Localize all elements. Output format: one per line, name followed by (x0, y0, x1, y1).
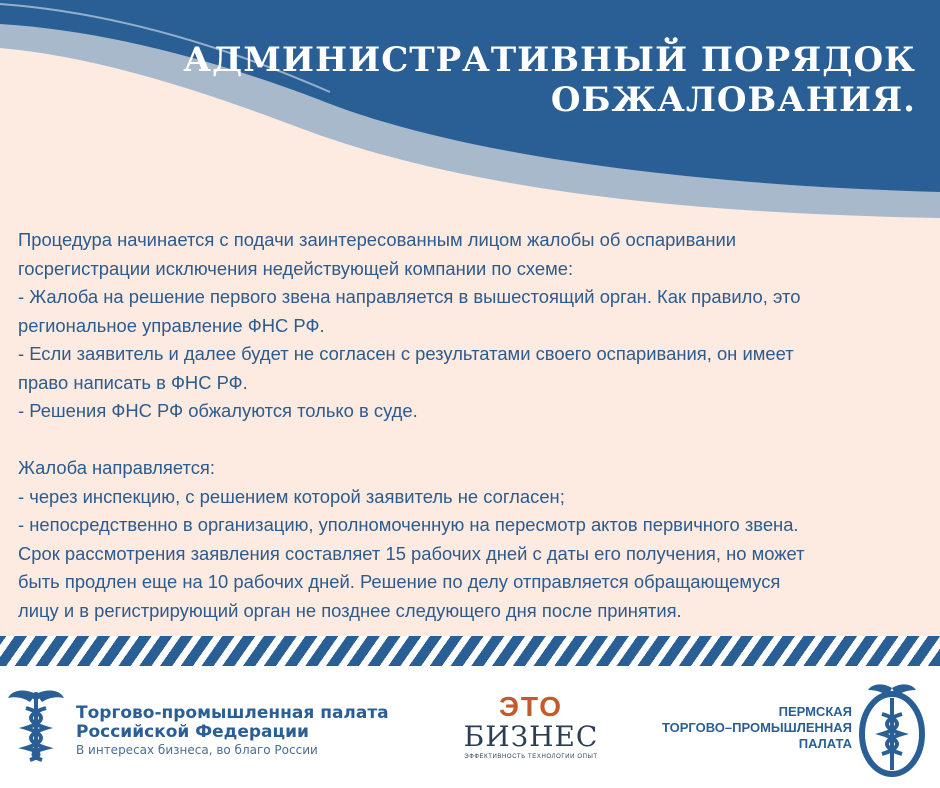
footer-logos (0, 666, 940, 788)
eto-biznes-tagline: ЭФФЕКТИВНОСТЬ ТЕХНОЛОГИИ ОПЫТ (464, 754, 598, 760)
body-line: региональное управление ФНС РФ. (18, 314, 325, 336)
perm-tpp-line-2: ТОРГОВО–ПРОМЫШЛЕННАЯ (662, 720, 852, 735)
tpp-rf-name-line-1: Торгово-промышленная палата (76, 703, 389, 723)
body-line: право написать в ФНС РФ. (18, 371, 248, 393)
tpp-rf-name-line-2: Российской Федерации (76, 722, 309, 742)
eto-word: ЭТО (498, 691, 564, 722)
perm-tpp-line-1: ПЕРМСКАЯ (778, 704, 852, 719)
tpp-rf-logo (6, 684, 406, 764)
biznes-word: БИЗНЕС (463, 720, 599, 753)
body-line: - Жалоба на решение первого звена направляется в вышестоящий орган. Как правило, это (18, 286, 801, 307)
page-title (183, 40, 916, 120)
body-line: - Если заявитель и далее будет не согласен с результатами своего оспаривания, он имеет (18, 343, 794, 364)
body-line: - через инспекцию, с решением которой заявитель не согласен; (18, 485, 565, 507)
body-line: Жалоба направляется: (18, 457, 215, 478)
body-line: - Решения ФНС РФ обжалуются только в суде. (18, 400, 418, 421)
body-text (18, 226, 936, 625)
eto-biznes-logo (461, 692, 601, 772)
tpp-rf-slogan: В интересах бизнеса, во благо России (76, 743, 318, 757)
perm-emblem-icon (856, 680, 928, 780)
caduceus-icon (6, 684, 66, 764)
perm-tpp-logo (628, 680, 934, 780)
perm-tpp-line-3: ПАЛАТА (798, 736, 852, 751)
body-line: Срок рассмотрения заявления составляет 15 рабочих дней с даты его получения, но может (18, 542, 805, 564)
title-line-1: АДМИНИСТРАТИВНЫЙ ПОРЯДОК (183, 40, 916, 80)
body-line: Процедура начинается с подачи заинтересованным лицом жалобы об оспаривании (18, 229, 737, 250)
body-line: - непосредственно в организацию, уполномоченную на пересмотр актов первичного звена. (18, 514, 799, 535)
body-line: быть продлен еще на 10 рабочих дней. Решение по делу отправляется обращающемуся (18, 571, 781, 592)
body-line: госрегистрации исключения недействующей компании по схеме: (18, 257, 574, 279)
stripe-divider (0, 636, 940, 666)
paragraph-gap (18, 426, 936, 455)
body-line: лицу и в регистрирующий орган не позднее следующего дня после принятия. (18, 599, 682, 621)
title-line-2: ОБЖАЛОВАНИЯ. (550, 80, 916, 120)
